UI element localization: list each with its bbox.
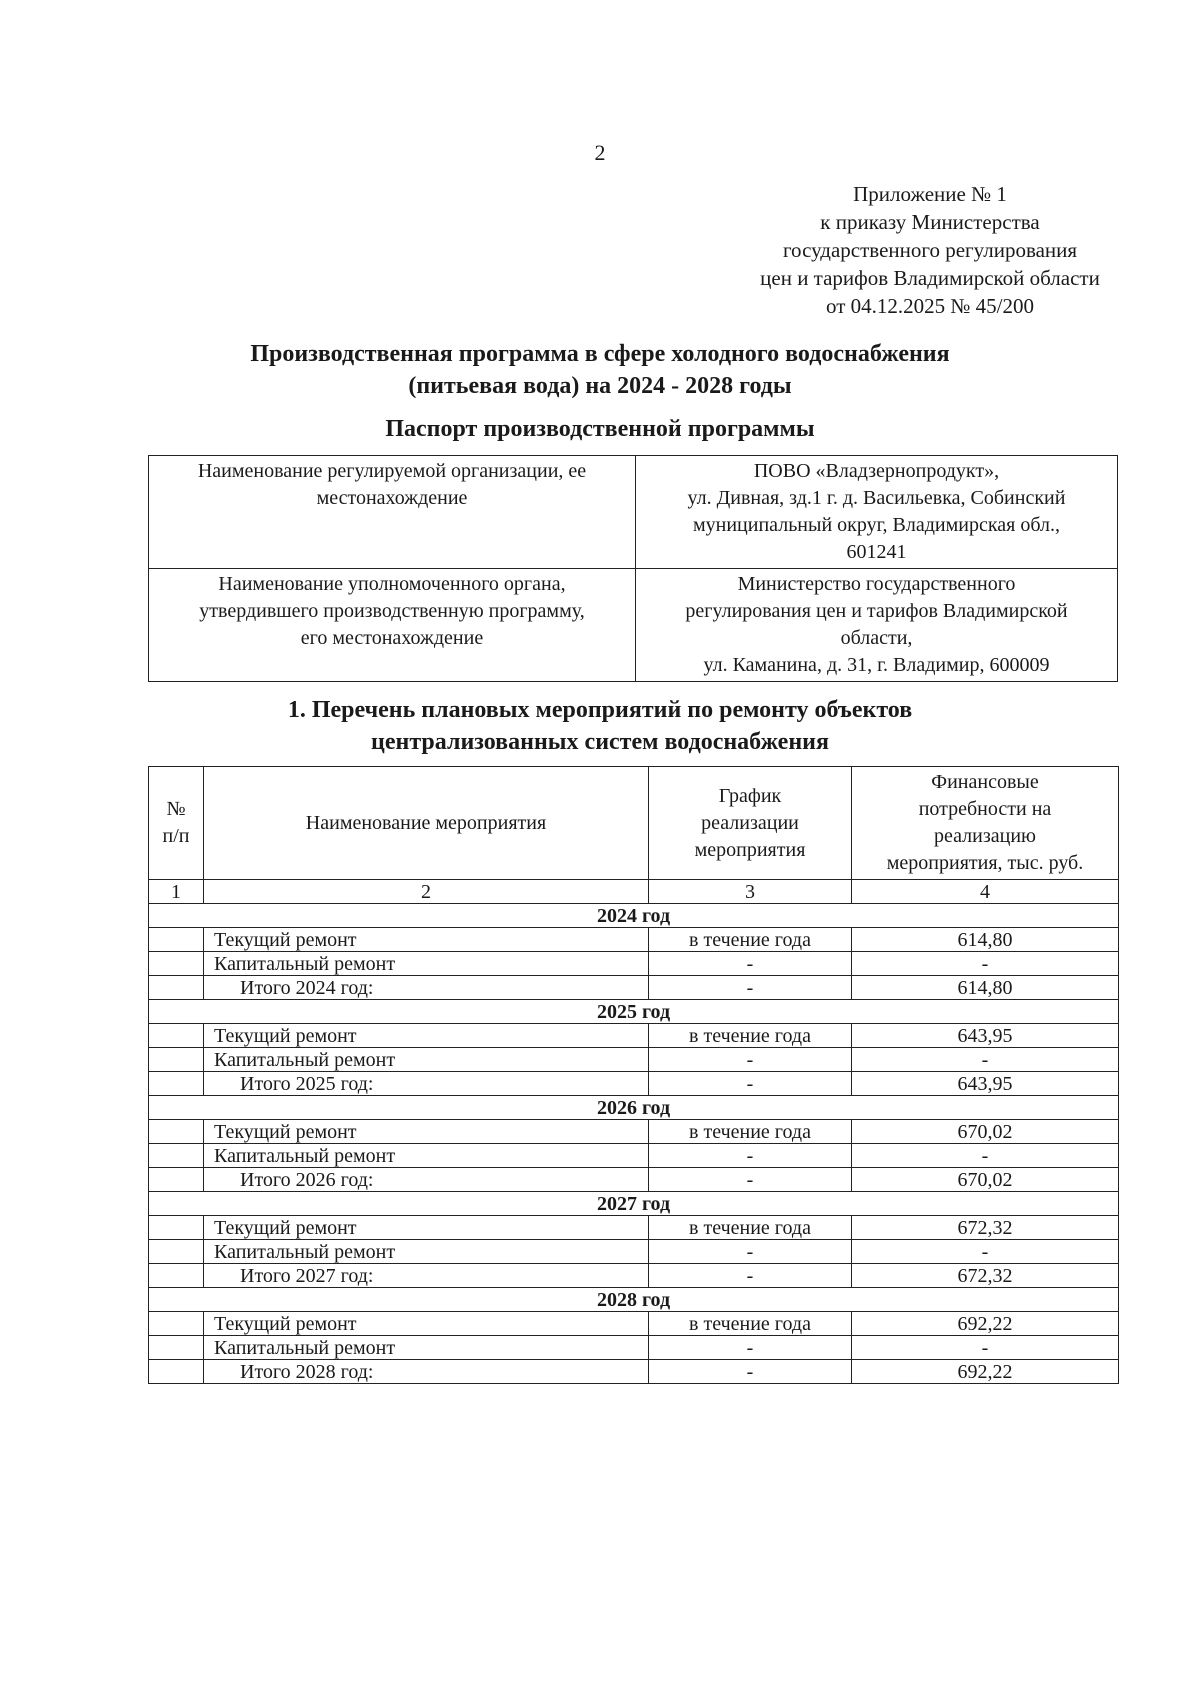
table-row — [149, 1024, 1119, 1048]
event-cost: 614,80 — [852, 976, 1119, 1000]
column-number: 4 — [852, 880, 1119, 904]
passport-value-line: регулирования цен и тарифов Владимирской — [685, 600, 1068, 622]
year-label: 2024 год — [149, 904, 1119, 928]
year-row — [149, 1096, 1119, 1120]
header-line: График — [718, 784, 782, 807]
row-number-cell — [149, 1312, 204, 1336]
header-line: мероприятия — [694, 838, 806, 861]
table-row — [149, 1336, 1119, 1360]
passport-value-line: области, — [840, 627, 913, 649]
header-row — [149, 767, 1119, 880]
table-row — [149, 1312, 1119, 1336]
year-row — [149, 1000, 1119, 1024]
table-row — [149, 1072, 1119, 1096]
event-schedule: - — [649, 1072, 852, 1096]
year-label: 2025 год — [149, 1000, 1119, 1024]
column-number: 1 — [149, 880, 204, 904]
table-row — [149, 1120, 1119, 1144]
event-schedule: - — [649, 1264, 852, 1288]
event-cost: - — [852, 1144, 1119, 1168]
column-number: 2 — [204, 880, 649, 904]
passport-label-line: местонахождение — [316, 487, 468, 509]
header-line: реализацию — [934, 825, 1036, 847]
year-label: 2028 год — [149, 1288, 1119, 1312]
column-number-row — [149, 880, 1119, 904]
event-cost: 670,02 — [852, 1120, 1119, 1144]
passport-label-line: Наименование уполномоченного органа, — [218, 573, 566, 595]
event-cost: 643,95 — [852, 1072, 1119, 1096]
table-row — [149, 1144, 1119, 1168]
column-number: 3 — [649, 880, 852, 904]
passport-label-cell — [149, 569, 636, 682]
page-number: 2 — [594, 140, 606, 165]
passport-value-line: ул. Дивная, зд.1 г. д. Васильевка, Собинский — [687, 487, 1066, 509]
appendix-line: государственного регулирования — [782, 238, 1078, 262]
row-number-cell — [149, 1144, 204, 1168]
table-row — [149, 1240, 1119, 1264]
event-name: Текущий ремонт — [204, 1120, 649, 1144]
event-schedule: - — [649, 952, 852, 976]
row-number-cell — [149, 1120, 204, 1144]
event-cost: - — [852, 1048, 1119, 1072]
event-cost: - — [852, 952, 1119, 976]
header-line: мероприятия, тыс. руб. — [886, 852, 1084, 874]
event-schedule: - — [649, 1168, 852, 1192]
event-schedule: - — [649, 1360, 852, 1384]
passport-value-line: Министерство государственного — [737, 573, 1016, 595]
appendix-line: от 04.12.2025 № 45/200 — [825, 294, 1035, 318]
event-schedule: - — [649, 1336, 852, 1360]
table-row — [149, 1168, 1119, 1192]
event-name: Капитальный ремонт — [204, 1048, 649, 1072]
table-row — [149, 1216, 1119, 1240]
event-schedule: - — [649, 1048, 852, 1072]
table-row — [149, 1264, 1119, 1288]
event-name: Итого 2027 год: — [204, 1264, 649, 1288]
event-name: Текущий ремонт — [204, 1312, 649, 1336]
event-name: Капитальный ремонт — [204, 952, 649, 976]
row-number-cell — [149, 928, 204, 952]
row-number-cell — [149, 1240, 204, 1264]
event-cost: - — [852, 1336, 1119, 1360]
header-schedule — [649, 767, 852, 880]
passport-value-line: ул. Каманина, д. 31, г. Владимир, 600009 — [703, 654, 1050, 676]
passport-value-cell — [636, 456, 1118, 569]
event-schedule: в течение года — [649, 928, 852, 952]
row-number-cell — [149, 1168, 204, 1192]
passport-value-line: 601241 — [846, 541, 907, 563]
passport-label-line: Наименование регулируемой организации, ее — [197, 460, 587, 482]
header-name: Наименование мероприятия — [204, 767, 649, 880]
row-number-cell — [149, 1264, 204, 1288]
header-line: потребности на — [918, 798, 1052, 820]
row-number-cell — [149, 1336, 204, 1360]
appendix-block — [700, 180, 1160, 320]
event-name: Итого 2024 год: — [204, 976, 649, 1000]
event-name: Итого 2028 год: — [204, 1360, 649, 1384]
table-row — [149, 1048, 1119, 1072]
section-title-line: централизованных систем водоснабжения — [371, 729, 829, 755]
row-number-cell — [149, 976, 204, 1000]
table-row — [149, 976, 1119, 1000]
event-name: Текущий ремонт — [204, 1024, 649, 1048]
header-num — [149, 767, 204, 880]
event-schedule: - — [649, 1240, 852, 1264]
year-label: 2026 год — [149, 1096, 1119, 1120]
appendix-line: цен и тарифов Владимирской области — [760, 266, 1100, 290]
row-number-cell — [149, 952, 204, 976]
events-table — [148, 766, 1119, 1384]
event-name: Капитальный ремонт — [204, 1240, 649, 1264]
events-body — [149, 880, 1119, 1384]
header-line: реализации — [701, 811, 799, 834]
event-cost: 672,32 — [852, 1216, 1119, 1240]
passport-table — [148, 455, 1118, 682]
passport-label-line: его местонахождение — [300, 627, 484, 649]
event-name: Капитальный ремонт — [204, 1144, 649, 1168]
year-row — [149, 904, 1119, 928]
event-schedule: в течение года — [649, 1120, 852, 1144]
appendix-line: к приказу Министерства — [820, 210, 1040, 234]
year-row — [149, 1192, 1119, 1216]
header-line: п/п — [162, 825, 190, 847]
header-cost — [852, 767, 1119, 880]
event-schedule: - — [649, 976, 852, 1000]
header-line: Финансовые — [931, 771, 1039, 793]
table-row — [149, 928, 1119, 952]
passport-row — [149, 456, 1118, 569]
year-label: 2027 год — [149, 1192, 1119, 1216]
table-row — [149, 1360, 1119, 1384]
passport-value-line: ПОВО «Владзернопродукт», — [753, 460, 1000, 482]
passport-value-cell — [636, 569, 1118, 682]
year-row — [149, 1288, 1119, 1312]
document-title — [140, 338, 1060, 402]
row-number-cell — [149, 1360, 204, 1384]
event-schedule: в течение года — [649, 1216, 852, 1240]
row-number-cell — [149, 1072, 204, 1096]
appendix-line: Приложение № 1 — [853, 182, 1007, 206]
table-row — [149, 952, 1119, 976]
section-title-line: 1. Перечень плановых мероприятий по ремонту объектов — [287, 697, 913, 723]
passport-label-cell — [149, 456, 636, 569]
event-schedule: - — [649, 1144, 852, 1168]
event-cost: - — [852, 1240, 1119, 1264]
event-schedule: в течение года — [649, 1024, 852, 1048]
passport-heading: Паспорт производственной программы — [385, 416, 815, 442]
row-number-cell — [149, 1216, 204, 1240]
passport-value-line: муниципальный округ, Владимирская обл., — [692, 514, 1061, 536]
event-cost: 672,32 — [852, 1264, 1119, 1288]
event-cost: 614,80 — [852, 928, 1119, 952]
row-number-cell — [149, 1048, 204, 1072]
row-number-cell — [149, 1024, 204, 1048]
header-line: № — [166, 798, 186, 820]
passport-label-line: утвердившего производственную программу, — [199, 600, 585, 622]
event-name: Капитальный ремонт — [204, 1336, 649, 1360]
event-name: Текущий ремонт — [204, 1216, 649, 1240]
event-cost: 692,22 — [852, 1312, 1119, 1336]
event-cost: 670,02 — [852, 1168, 1119, 1192]
event-name: Текущий ремонт — [204, 928, 649, 952]
event-name: Итого 2026 год: — [204, 1168, 649, 1192]
event-cost: 643,95 — [852, 1024, 1119, 1048]
passport-row — [149, 569, 1118, 682]
document-title-line: (питьевая вода) на 2024 - 2028 годы — [408, 373, 792, 399]
section-title — [140, 694, 1060, 758]
event-schedule: в течение года — [649, 1312, 852, 1336]
event-name: Итого 2025 год: — [204, 1072, 649, 1096]
document-title-line: Производственная программа в сфере холодного водоснабжения — [250, 341, 950, 367]
event-cost: 692,22 — [852, 1360, 1119, 1384]
